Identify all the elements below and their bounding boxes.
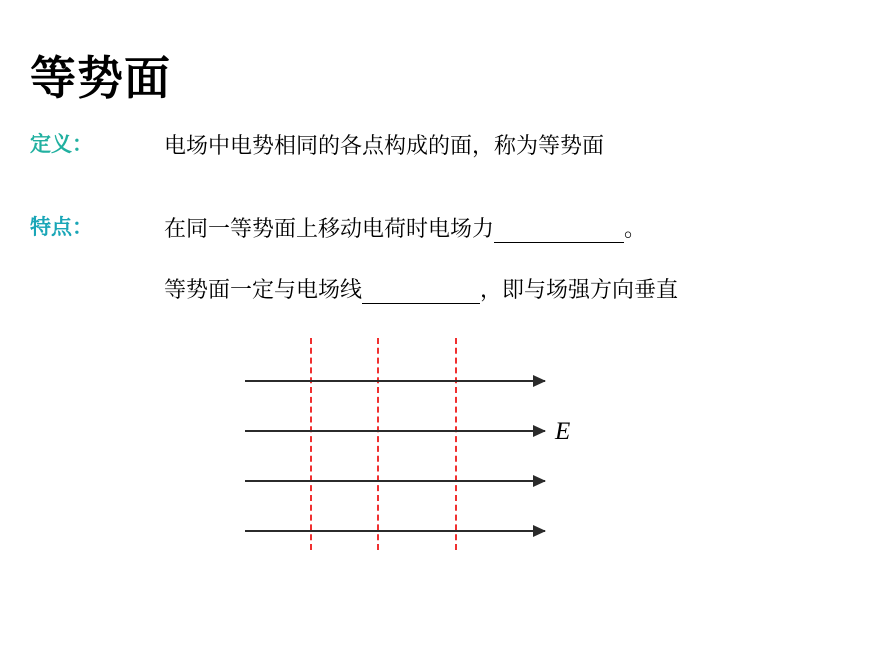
fill-blank-2[interactable]: [362, 278, 480, 304]
electric-field-diagram: [240, 330, 580, 565]
field-strength-label: E: [555, 418, 571, 445]
feature-line-2-suffix: ，即与场强方向垂直: [480, 278, 679, 303]
feature-line-2-text: 等势面一定与电场线: [164, 278, 363, 303]
feature-line-2: [164, 273, 678, 304]
field-line-2: [245, 430, 545, 432]
arrow-head-icon: [533, 425, 546, 437]
feature-label: 特点：: [30, 215, 93, 239]
feature-line-1-suffix: 。: [624, 217, 647, 242]
equipotential-line-3: [455, 338, 457, 550]
equipotential-line-2: [377, 338, 379, 550]
feature-line-1-text: 在同一等势面上移动电荷时电场力: [164, 217, 495, 242]
field-line-3: [245, 480, 545, 482]
feature-line-1: [164, 212, 646, 243]
definition-text: 电场中电势相同的各点构成的面，称为等势面: [164, 134, 605, 159]
field-line-4: [245, 530, 545, 532]
fill-blank-1[interactable]: [494, 217, 624, 243]
arrow-head-icon: [533, 475, 546, 487]
equipotential-line-1: [310, 338, 312, 550]
definition-label: 定义：: [30, 132, 93, 156]
field-line-1: [245, 380, 545, 382]
page-title: 等势面: [30, 51, 171, 105]
arrow-head-icon: [533, 375, 546, 387]
arrow-head-icon: [533, 525, 546, 537]
